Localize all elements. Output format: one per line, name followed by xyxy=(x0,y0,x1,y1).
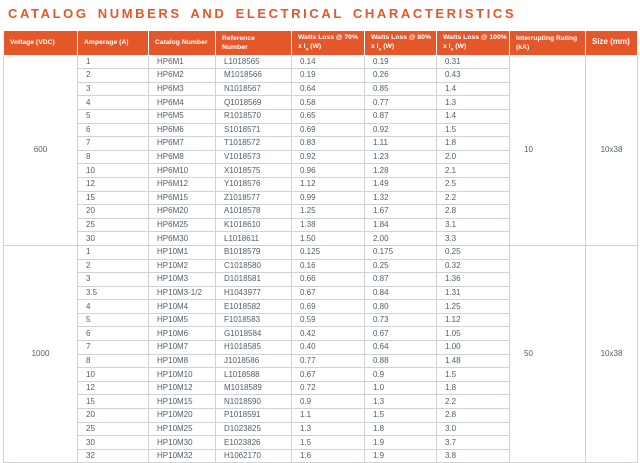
watts100-cell: 2.8 xyxy=(437,205,510,219)
reference-cell: M1018589 xyxy=(216,381,292,395)
watts70-cell: 0.65 xyxy=(292,109,365,123)
watts100-cell: 1.8 xyxy=(437,381,510,395)
reference-cell: N1018590 xyxy=(216,395,292,409)
watts70-cell: 0.99 xyxy=(292,191,365,205)
col-header-watts80: Watts Loss @ 80% x $I_n$ (W) xyxy=(365,31,437,56)
watts80-cell: 1.11 xyxy=(365,137,437,151)
reference-cell: B1018579 xyxy=(216,245,292,259)
watts70-cell: 0.59 xyxy=(292,313,365,327)
reference-cell: L1018565 xyxy=(216,55,292,69)
watts80-cell: 1.23 xyxy=(365,150,437,164)
reference-cell: D1023825 xyxy=(216,422,292,436)
watts80-cell: 0.26 xyxy=(365,69,437,83)
watts70-cell: 0.125 xyxy=(292,245,365,259)
watts100-cell: 3.8 xyxy=(437,449,510,463)
catalog-cell: HP6M1 xyxy=(149,55,216,69)
watts100-cell: 2.0 xyxy=(437,150,510,164)
amperage-cell: 7 xyxy=(78,137,149,151)
amperage-cell: 8 xyxy=(78,150,149,164)
watts70-cell: 0.67 xyxy=(292,286,365,300)
catalog-cell: HP6M5 xyxy=(149,109,216,123)
watts80-cell: 0.85 xyxy=(365,82,437,96)
watts70-cell: 0.14 xyxy=(292,55,365,69)
catalog-cell: HP6M3 xyxy=(149,82,216,96)
catalog-cell: HP6M15 xyxy=(149,191,216,205)
table-body xyxy=(4,55,638,463)
watts100-cell: 2.2 xyxy=(437,395,510,409)
col-header-interrupting: Interrupting Rating (kA) xyxy=(510,31,586,56)
watts70-cell: 1.50 xyxy=(292,232,365,246)
watts80-cell: 0.9 xyxy=(365,368,437,382)
amperage-cell: 25 xyxy=(78,422,149,436)
watts80-cell: 1.49 xyxy=(365,177,437,191)
amperage-cell: 30 xyxy=(78,232,149,246)
catalog-cell: HP10M25 xyxy=(149,422,216,436)
col-header-watts70: Watts Loss @ 70% x $I_n$ (W) xyxy=(292,31,365,56)
reference-cell: A1018578 xyxy=(216,205,292,219)
amperage-cell: 15 xyxy=(78,395,149,409)
amperage-cell: 20 xyxy=(78,205,149,219)
watts80-cell: 0.25 xyxy=(365,259,437,273)
watts100-cell: 1.12 xyxy=(437,313,510,327)
col-header-amperage: Amperage (A) xyxy=(78,31,149,56)
watts100-cell: 2.5 xyxy=(437,177,510,191)
interrupting-rating-cell: 10 xyxy=(510,55,586,245)
reference-cell: R1018570 xyxy=(216,109,292,123)
table-row xyxy=(4,245,638,259)
col-header-size: Size (mm) xyxy=(586,31,638,56)
reference-cell: H1062170 xyxy=(216,449,292,463)
reference-cell: H1018585 xyxy=(216,341,292,355)
catalog-cell: HP10M2 xyxy=(149,259,216,273)
col-header-catalog: Catalog Number xyxy=(149,31,216,56)
col-header-voltage: Voltage (VDC) xyxy=(4,31,78,56)
reference-cell: J1018586 xyxy=(216,354,292,368)
amperage-cell: 12 xyxy=(78,177,149,191)
watts80-cell: 0.73 xyxy=(365,313,437,327)
catalog-cell: HP6M8 xyxy=(149,150,216,164)
watts70-cell: 0.64 xyxy=(292,82,365,96)
reference-cell: K1018610 xyxy=(216,218,292,232)
watts100-cell: 2.2 xyxy=(437,191,510,205)
watts70-cell: 0.77 xyxy=(292,354,365,368)
watts80-cell: 0.64 xyxy=(365,341,437,355)
amperage-cell: 30 xyxy=(78,436,149,450)
catalog-cell: HP6M25 xyxy=(149,218,216,232)
watts80-cell: 0.19 xyxy=(365,55,437,69)
reference-cell: E1018582 xyxy=(216,300,292,314)
col-header-watts100: Watts Loss @ 100% x $I_n$ (W) xyxy=(437,31,510,56)
watts70-cell: 0.69 xyxy=(292,300,365,314)
watts70-cell: 0.9 xyxy=(292,395,365,409)
watts80-cell: 1.67 xyxy=(365,205,437,219)
watts100-cell: 0.32 xyxy=(437,259,510,273)
amperage-cell: 6 xyxy=(78,123,149,137)
watts70-cell: 0.19 xyxy=(292,69,365,83)
voltage-cell: 1000 xyxy=(4,245,78,463)
watts100-cell: 1.31 xyxy=(437,286,510,300)
reference-cell: C1018580 xyxy=(216,259,292,273)
watts70-cell: 0.42 xyxy=(292,327,365,341)
watts80-cell: 1.9 xyxy=(365,449,437,463)
amperage-cell: 15 xyxy=(78,191,149,205)
voltage-cell: 600 xyxy=(4,55,78,245)
page-title: CATALOG NUMBERS AND ELECTRICAL CHARACTERISTICS xyxy=(8,6,517,21)
reference-cell: F1018583 xyxy=(216,313,292,327)
watts80-cell: 0.77 xyxy=(365,96,437,110)
watts80-cell: 0.87 xyxy=(365,273,437,287)
watts80-cell: 0.84 xyxy=(365,286,437,300)
catalog-cell: HP10M10 xyxy=(149,368,216,382)
catalog-cell: HP10M12 xyxy=(149,381,216,395)
watts80-cell: 1.3 xyxy=(365,395,437,409)
catalog-cell: HP10M20 xyxy=(149,409,216,423)
catalog-table xyxy=(3,30,638,463)
table-row xyxy=(4,55,638,69)
reference-cell: S1018571 xyxy=(216,123,292,137)
amperage-cell: 10 xyxy=(78,368,149,382)
watts70-cell: 1.3 xyxy=(292,422,365,436)
catalog-cell: HP10M3-1/2 xyxy=(149,286,216,300)
watts100-cell: 1.8 xyxy=(437,137,510,151)
amperage-cell: 32 xyxy=(78,449,149,463)
table-header xyxy=(4,31,638,56)
catalog-cell: HP10M32 xyxy=(149,449,216,463)
amperage-cell: 4 xyxy=(78,300,149,314)
catalog-cell: HP10M15 xyxy=(149,395,216,409)
watts100-cell: 1.5 xyxy=(437,368,510,382)
amperage-cell: 3.5 xyxy=(78,286,149,300)
reference-cell: E1023826 xyxy=(216,436,292,450)
watts70-cell: 0.72 xyxy=(292,381,365,395)
watts80-cell: 0.175 xyxy=(365,245,437,259)
catalog-cell: HP10M6 xyxy=(149,327,216,341)
amperage-cell: 12 xyxy=(78,381,149,395)
watts100-cell: 1.00 xyxy=(437,341,510,355)
watts80-cell: 0.87 xyxy=(365,109,437,123)
catalog-cell: HP10M8 xyxy=(149,354,216,368)
amperage-cell: 25 xyxy=(78,218,149,232)
reference-cell: Z1018577 xyxy=(216,191,292,205)
reference-cell: Q1018569 xyxy=(216,96,292,110)
watts100-cell: 1.05 xyxy=(437,327,510,341)
watts100-cell: 0.43 xyxy=(437,69,510,83)
watts80-cell: 0.88 xyxy=(365,354,437,368)
catalog-cell: HP6M20 xyxy=(149,205,216,219)
watts100-cell: 0.25 xyxy=(437,245,510,259)
col-header-reference: Reference Number xyxy=(216,31,292,56)
size-cell: 10x38 xyxy=(586,55,638,245)
catalog-cell: HP10M7 xyxy=(149,341,216,355)
amperage-cell: 20 xyxy=(78,409,149,423)
amperage-cell: 7 xyxy=(78,341,149,355)
reference-cell: X1018575 xyxy=(216,164,292,178)
watts80-cell: 1.0 xyxy=(365,381,437,395)
watts100-cell: 3.7 xyxy=(437,436,510,450)
catalog-cell: HP6M30 xyxy=(149,232,216,246)
watts100-cell: 1.5 xyxy=(437,123,510,137)
amperage-cell: 2 xyxy=(78,259,149,273)
amperage-cell: 2 xyxy=(78,69,149,83)
size-cell: 10x38 xyxy=(586,245,638,463)
catalog-cell: HP6M12 xyxy=(149,177,216,191)
catalog-cell: HP6M2 xyxy=(149,69,216,83)
amperage-cell: 5 xyxy=(78,313,149,327)
watts100-cell: 1.4 xyxy=(437,109,510,123)
amperage-cell: 5 xyxy=(78,109,149,123)
reference-cell: P1018591 xyxy=(216,409,292,423)
catalog-cell: HP10M4 xyxy=(149,300,216,314)
catalog-cell: HP6M6 xyxy=(149,123,216,137)
watts80-cell: 0.80 xyxy=(365,300,437,314)
watts70-cell: 0.69 xyxy=(292,123,365,137)
watts80-cell: 1.84 xyxy=(365,218,437,232)
watts80-cell: 1.28 xyxy=(365,164,437,178)
watts70-cell: 0.16 xyxy=(292,259,365,273)
amperage-cell: 10 xyxy=(78,164,149,178)
catalog-cell: HP10M30 xyxy=(149,436,216,450)
reference-cell: M1018566 xyxy=(216,69,292,83)
amperage-cell: 6 xyxy=(78,327,149,341)
watts70-cell: 0.92 xyxy=(292,150,365,164)
watts100-cell: 2.8 xyxy=(437,409,510,423)
watts70-cell: 0.40 xyxy=(292,341,365,355)
amperage-cell: 3 xyxy=(78,273,149,287)
reference-cell: T1018572 xyxy=(216,137,292,151)
amperage-cell: 3 xyxy=(78,82,149,96)
watts70-cell: 0.67 xyxy=(292,368,365,382)
watts80-cell: 1.5 xyxy=(365,409,437,423)
catalog-cell: HP6M4 xyxy=(149,96,216,110)
catalog-cell: HP6M10 xyxy=(149,164,216,178)
watts100-cell: 3.0 xyxy=(437,422,510,436)
reference-cell: Y1018576 xyxy=(216,177,292,191)
watts100-cell: 1.25 xyxy=(437,300,510,314)
catalog-cell: HP10M5 xyxy=(149,313,216,327)
watts70-cell: 1.25 xyxy=(292,205,365,219)
reference-cell: L1018611 xyxy=(216,232,292,246)
reference-cell: G1018584 xyxy=(216,327,292,341)
watts100-cell: 3.1 xyxy=(437,218,510,232)
watts70-cell: 0.58 xyxy=(292,96,365,110)
reference-cell: V1018573 xyxy=(216,150,292,164)
amperage-cell: 8 xyxy=(78,354,149,368)
watts70-cell: 1.5 xyxy=(292,436,365,450)
watts100-cell: 1.48 xyxy=(437,354,510,368)
catalog-cell: HP10M1 xyxy=(149,245,216,259)
watts70-cell: 1.12 xyxy=(292,177,365,191)
watts100-cell: 1.3 xyxy=(437,96,510,110)
watts80-cell: 1.9 xyxy=(365,436,437,450)
amperage-cell: 1 xyxy=(78,245,149,259)
watts70-cell: 0.96 xyxy=(292,164,365,178)
interrupting-rating-cell: 50 xyxy=(510,245,586,463)
watts70-cell: 1.38 xyxy=(292,218,365,232)
header-row xyxy=(4,31,638,56)
watts70-cell: 0.66 xyxy=(292,273,365,287)
watts70-cell: 1.6 xyxy=(292,449,365,463)
watts100-cell: 1.36 xyxy=(437,273,510,287)
watts70-cell: 0.83 xyxy=(292,137,365,151)
reference-cell: D1018581 xyxy=(216,273,292,287)
watts100-cell: 0.31 xyxy=(437,55,510,69)
watts80-cell: 1.8 xyxy=(365,422,437,436)
watts80-cell: 2.00 xyxy=(365,232,437,246)
catalog-cell: HP6M7 xyxy=(149,137,216,151)
watts100-cell: 1.4 xyxy=(437,82,510,96)
reference-cell: N1018567 xyxy=(216,82,292,96)
reference-cell: H1043977 xyxy=(216,286,292,300)
watts80-cell: 0.92 xyxy=(365,123,437,137)
catalog-cell: HP10M3 xyxy=(149,273,216,287)
watts70-cell: 1.1 xyxy=(292,409,365,423)
amperage-cell: 1 xyxy=(78,55,149,69)
watts100-cell: 3.3 xyxy=(437,232,510,246)
watts80-cell: 1.32 xyxy=(365,191,437,205)
watts100-cell: 2.1 xyxy=(437,164,510,178)
reference-cell: L1018588 xyxy=(216,368,292,382)
watts80-cell: 0.67 xyxy=(365,327,437,341)
amperage-cell: 4 xyxy=(78,96,149,110)
